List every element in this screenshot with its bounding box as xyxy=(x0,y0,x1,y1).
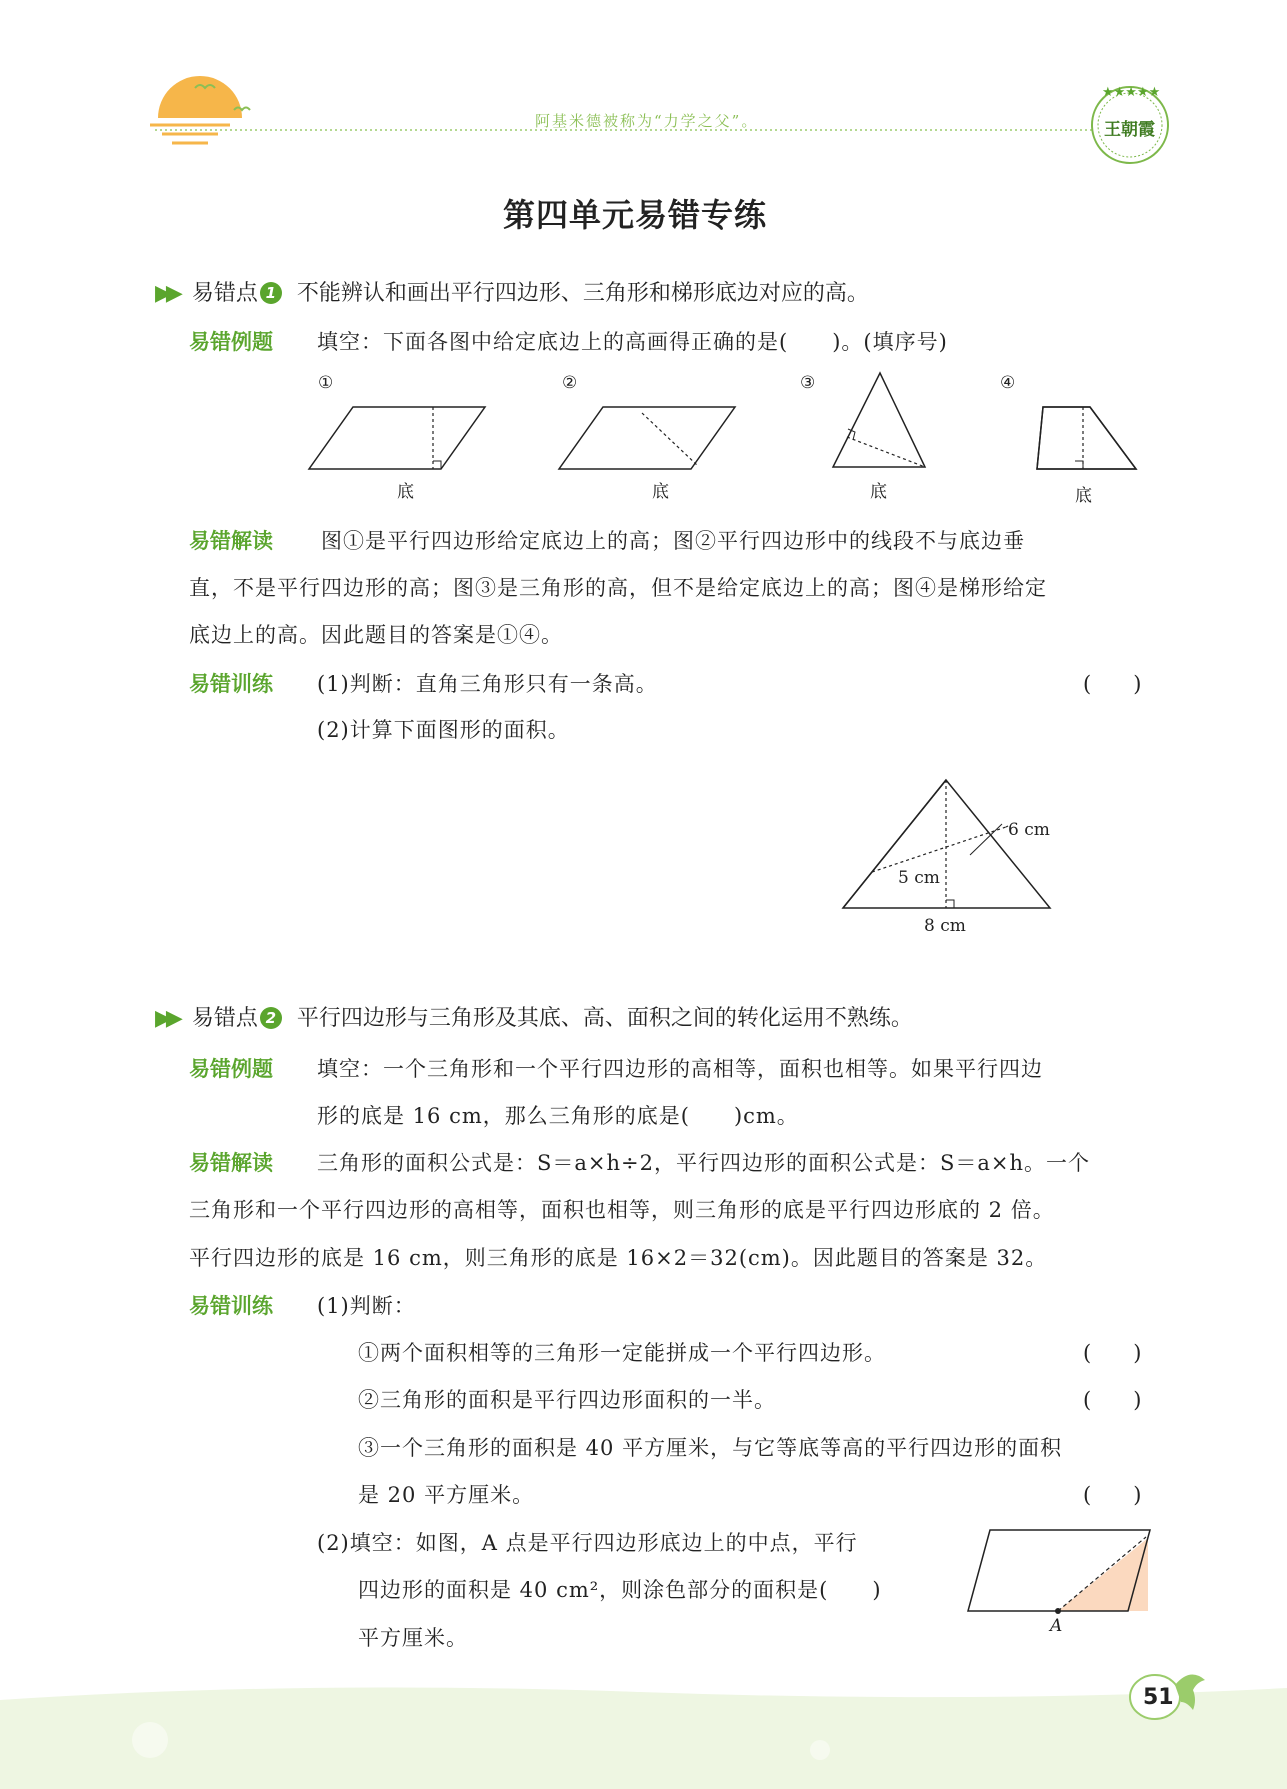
sun-icon xyxy=(158,76,242,118)
triangle-base-label: 8 cm xyxy=(924,916,966,936)
section2-training-q1: (1)判断： xyxy=(317,1294,416,1318)
section1-heading xyxy=(155,276,869,307)
section2-judge-item-3-cont: 是 20 平方厘米。 xyxy=(358,1483,535,1507)
section2-explain-line2: 三角形和一个平行四边形的高相等，面积也相等，则三角形的底是平行四边形底的 2 倍。 xyxy=(189,1198,1055,1222)
point-a xyxy=(1055,1608,1061,1614)
section1-training-q1: (1)判断：直角三角形只有一条高。 xyxy=(317,672,658,696)
section2-fill-line1: (2)填空：如图，A 点是平行四边形底边上的中点，平行 xyxy=(317,1531,858,1555)
figure-3-number: ③ xyxy=(800,373,816,393)
page-number: 51 xyxy=(1143,1685,1174,1710)
section1-training-label: 易错训练 xyxy=(189,672,273,696)
figure-2-number: ② xyxy=(562,373,578,393)
figure-4-base-label: 底 xyxy=(1075,486,1092,506)
section2-example-line1: 填空：一个三角形和一个平行四边形的高相等，面积也相等。如果平行四边 xyxy=(317,1057,1043,1081)
section2-judge-item-1: ①两个面积相等的三角形一定能拼成一个平行四边形。 xyxy=(358,1341,886,1365)
figure-3-triangle xyxy=(833,373,925,467)
figure-4-trapezoid xyxy=(1037,407,1136,469)
section1-explain-line2: 直，不是平行四边形的高；图③是三角形的高，但不是给定底边上的高；图④是梯形给定 xyxy=(189,576,1047,600)
section2-fill-line2: 四边形的面积是 40 cm²，则涂色部分的面积是( ) xyxy=(358,1578,882,1602)
figure-1-base-label: 底 xyxy=(397,482,414,502)
section2-parallelogram-figure xyxy=(960,1525,1160,1625)
header-decoration xyxy=(0,0,1287,170)
header-motto: 阿基米德被称为“力学之父”。 xyxy=(535,112,759,130)
section1-explain-line3: 底边上的高。因此题目的答案是①④。 xyxy=(189,623,563,647)
section2-explain-line3: 平行四边形的底是 16 cm，则三角形的底是 16×2＝32(cm)。因此题目的答案是 32。 xyxy=(189,1246,1048,1270)
point-a-label: A xyxy=(1050,1616,1063,1636)
section2-explain-label: 易错解读 xyxy=(189,1151,273,1175)
section1-title: 不能辨认和画出平行四边形、三角形和梯形底边对应的高。 xyxy=(296,281,869,306)
section2-fill-line3: 平方厘米。 xyxy=(358,1626,468,1650)
section1-training-q1-answer-blank[interactable]: ( ) xyxy=(1083,672,1142,696)
section2-label: 易错点 xyxy=(191,1006,258,1031)
section2-judge-item-1-answer-blank[interactable]: ( ) xyxy=(1083,1341,1142,1365)
triangle-side-label: 6 cm xyxy=(1008,820,1050,840)
section2-judge-item-3-answer-blank[interactable]: ( ) xyxy=(1083,1483,1142,1507)
figure-4-number: ④ xyxy=(1000,373,1016,393)
svg-text:★★★★★: ★★★★★ xyxy=(1102,85,1161,100)
section1-number-badge: 1 xyxy=(260,282,282,304)
section2-example-label: 易错例题 xyxy=(189,1057,273,1081)
section2-judge-item-3: ③一个三角形的面积是 40 平方厘米，与它等底等高的平行四边形的面积 xyxy=(358,1436,1063,1460)
section2-heading xyxy=(155,1001,913,1032)
footer-background xyxy=(0,1680,1287,1789)
double-chevron-icon: ▶▶ xyxy=(155,1006,177,1031)
section1-training-triangle-figure xyxy=(830,770,1060,920)
section2-explain-line1: 三角形的面积公式是：S＝a×h÷2，平行四边形的面积公式是：S＝a×h。一个 xyxy=(317,1151,1091,1175)
page-title: 第四单元易错专练 xyxy=(503,196,768,234)
logo-text: 王朝霞 xyxy=(1104,120,1155,140)
figure-3-base-label: 底 xyxy=(870,482,887,502)
section1-training-q2: (2)计算下面图形的面积。 xyxy=(317,718,570,742)
section2-training-label: 易错训练 xyxy=(189,1294,273,1318)
section2-judge-item-2-answer-blank[interactable]: ( ) xyxy=(1083,1388,1142,1412)
section2-judge-item-2: ②三角形的面积是平行四边形面积的一半。 xyxy=(358,1388,776,1412)
section2-number-badge: 2 xyxy=(260,1007,282,1029)
figure-1-number: ① xyxy=(318,373,334,393)
section2-title: 平行四边形与三角形及其底、高、面积之间的转化运用不熟练。 xyxy=(296,1006,913,1031)
figure-2-parallelogram xyxy=(559,407,735,469)
section1-example-figures xyxy=(300,365,1160,505)
section1-explain-line1: 图①是平行四边形给定底边上的高；图②平行四边形中的线段不与底边垂 xyxy=(321,529,1025,553)
figure-2-base-label: 底 xyxy=(652,482,669,502)
section1-label: 易错点 xyxy=(191,281,258,306)
section1-example-text: 填空：下面各图中给定底边上的高画得正确的是( )。(填序号) xyxy=(317,330,948,354)
section1-example-label: 易错例题 xyxy=(189,330,273,354)
section2-example-line2: 形的底是 16 cm，那么三角形的底是( )cm。 xyxy=(317,1104,799,1128)
double-chevron-icon: ▶▶ xyxy=(155,281,177,306)
figure-1-parallelogram xyxy=(309,407,485,469)
section1-explain-label: 易错解读 xyxy=(189,529,273,553)
triangle-height-label: 5 cm xyxy=(898,868,940,888)
